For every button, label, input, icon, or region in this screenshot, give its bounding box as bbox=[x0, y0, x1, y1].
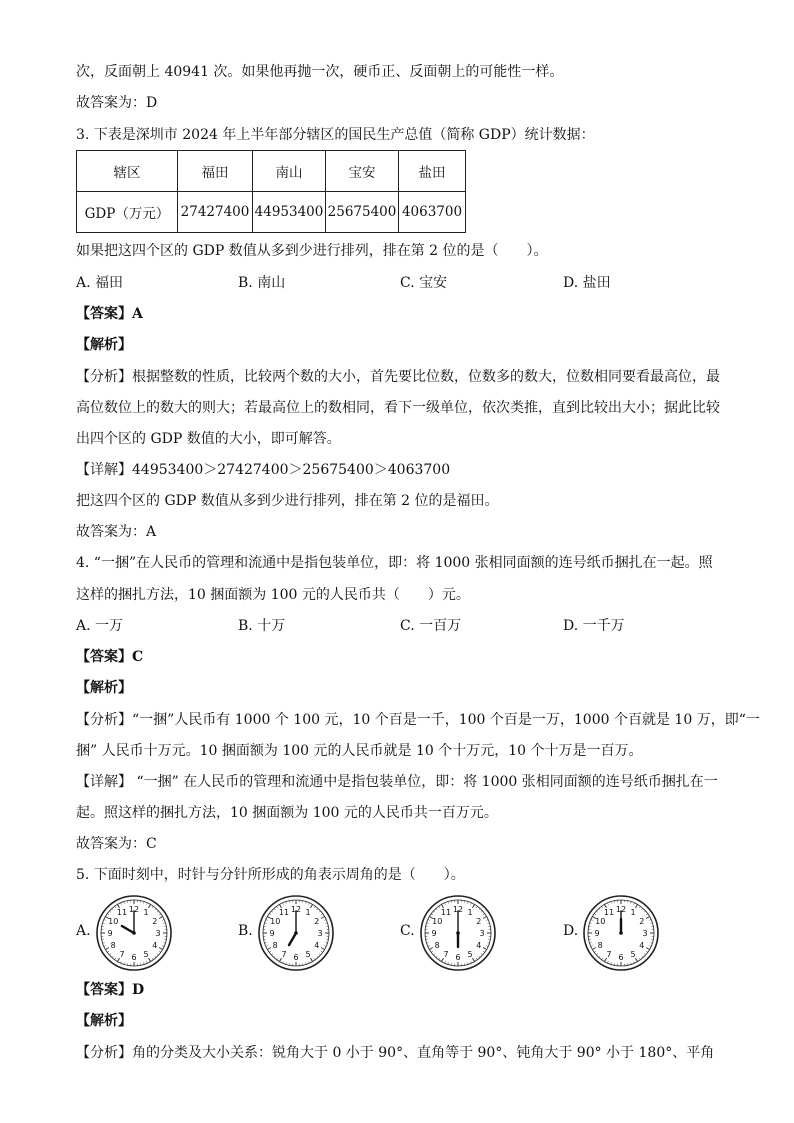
clock-icon bbox=[256, 893, 336, 973]
clock-icon bbox=[94, 893, 174, 973]
clock-numeral: 6 bbox=[455, 953, 461, 962]
clock-numeral: 11 bbox=[603, 908, 615, 918]
answer-conclusion: 故答案为：D bbox=[76, 95, 158, 111]
option-label: B. bbox=[238, 923, 253, 939]
clock-numeral: 8 bbox=[272, 941, 278, 950]
question-4-title: 这样的捆扎方法，10 捆面额为 100 元的人民币共（ ）元。 bbox=[76, 587, 470, 603]
q3-option-b: B. 南山 bbox=[238, 275, 286, 291]
question-3-text: 如果把这四个区的 GDP 数值从多到少进行排列，排在第 2 位的是（ ）。 bbox=[76, 243, 548, 259]
clock-numeral: 12 bbox=[128, 905, 140, 914]
clock-center-pin bbox=[294, 931, 298, 935]
q4-option-a: A. 一万 bbox=[76, 618, 124, 634]
clock-numeral: 6 bbox=[131, 953, 137, 962]
text-line: 次，反面朝上 40941 次。如果他再抛一次，硬币正、反面朝上的可能性一样。 bbox=[76, 64, 564, 80]
q4-final-answer: 故答案为：C bbox=[76, 836, 157, 852]
question-4-title: 4. “一捆”在人民币的管理和流通中是指包装单位，即：将 1000 张相同面额的连号纸币捆扎在一起。照 bbox=[76, 555, 713, 571]
clock-numeral: 8 bbox=[110, 941, 116, 950]
clock-numeral: 6 bbox=[618, 953, 624, 962]
clock-numeral: 1 bbox=[143, 908, 149, 918]
q3-answer: 【答案】A bbox=[76, 306, 143, 322]
table-cell: 25675400 bbox=[326, 192, 399, 233]
table-row bbox=[77, 192, 466, 233]
q3-analysis-line: 出四个区的 GDP 数值的大小，即可解答。 bbox=[76, 431, 341, 447]
clock-center-pin bbox=[456, 931, 460, 935]
question-3-title: 3. 下表是深圳市 2024 年上半年部分辖区的国民生产总值（简称 GDP）统计数据： bbox=[76, 127, 595, 143]
q4-option-d: D. 一千万 bbox=[563, 618, 625, 634]
clock-numeral: 5 bbox=[143, 949, 149, 959]
question-5-title: 5. 下面时刻中，时针与分针所形成的角表示周角的是（ ）。 bbox=[76, 867, 465, 883]
clock-numeral: 10 bbox=[108, 917, 119, 926]
q4-analysis-line: 【分析】“一捆”人民币有 1000 个 100 元，10 个百是一千，100 个百是一万，1000 个百就是 10 万，即“一 bbox=[76, 712, 760, 728]
clock-icon bbox=[581, 893, 661, 973]
clock-numeral: 5 bbox=[630, 949, 636, 959]
q4-option-c: C. 一百万 bbox=[400, 618, 462, 634]
q3-detail-heading: 【详解】44953400＞27427400＞25675400＞4063700 bbox=[76, 462, 451, 478]
clock-numeral: 3 bbox=[479, 929, 485, 938]
clock-numeral: 3 bbox=[642, 929, 648, 938]
clock-numeral: 12 bbox=[615, 905, 627, 914]
q4-option-b: B. 十万 bbox=[238, 618, 286, 634]
clock-numeral: 2 bbox=[476, 917, 482, 926]
clock-numeral: 1 bbox=[467, 908, 473, 918]
clock-numeral: 1 bbox=[305, 908, 311, 918]
q4-detail-line: 【详解】 “一捆” 在人民币的管理和流通中是指包装单位，即：将 1000 张相同面额的连号纸币捆扎在一 bbox=[76, 774, 718, 790]
q3-option-a: A. 福田 bbox=[76, 275, 124, 291]
q4-answer: 【答案】C bbox=[76, 649, 144, 665]
clock-numeral: 9 bbox=[431, 929, 437, 938]
q3-analysis-line: 高位数位上的数大的则大；若最高位上的数相同，看下一级单位，依次类推，直到比较出大小；据此比较 bbox=[76, 400, 720, 416]
gdp-table bbox=[76, 150, 466, 233]
table-cell: 27427400 bbox=[178, 192, 253, 233]
clock-numeral: 6 bbox=[293, 953, 299, 962]
table-cell: 4063700 bbox=[399, 192, 466, 233]
clock-numeral: 1 bbox=[630, 908, 636, 918]
q3-jiexi-heading: 【解析】 bbox=[76, 337, 132, 353]
option-label: A. bbox=[76, 923, 91, 939]
clock-numeral: 7 bbox=[119, 949, 125, 959]
clock-numeral: 3 bbox=[317, 929, 323, 938]
clock-numeral: 4 bbox=[639, 941, 645, 950]
clock-numeral: 9 bbox=[107, 929, 113, 938]
q5-answer: 【答案】D bbox=[76, 982, 145, 998]
q3-option-d: D. 盐田 bbox=[563, 275, 611, 291]
clock-numeral: 10 bbox=[432, 917, 443, 926]
q3-option-c: C. 宝安 bbox=[400, 275, 448, 291]
table-cell: 44953400 bbox=[253, 192, 326, 233]
table-header-cell: 南山 bbox=[253, 151, 326, 192]
clock-numeral: 10 bbox=[595, 917, 606, 926]
clock-numeral: 4 bbox=[476, 941, 482, 950]
clock-numeral: 12 bbox=[452, 905, 464, 914]
clock-numeral: 3 bbox=[155, 929, 161, 938]
clock-numeral: 4 bbox=[314, 941, 320, 950]
clock-numeral: 7 bbox=[606, 949, 612, 959]
clock-numeral: 7 bbox=[443, 949, 449, 959]
q3-detail-text: 把这四个区的 GDP 数值从多到少进行排列，排在第 2 位的是福田。 bbox=[76, 493, 499, 509]
clock-numeral: 5 bbox=[467, 949, 473, 959]
clock-numeral: 4 bbox=[152, 941, 158, 950]
clock-numeral: 2 bbox=[314, 917, 320, 926]
clock-numeral: 8 bbox=[434, 941, 440, 950]
table-header-row bbox=[77, 151, 466, 192]
clock-center-pin bbox=[132, 931, 136, 935]
clock-numeral: 11 bbox=[278, 908, 290, 918]
clock-numeral: 8 bbox=[597, 941, 603, 950]
clock-numeral: 12 bbox=[290, 905, 302, 914]
table-header-cell: 福田 bbox=[178, 151, 253, 192]
option-label: D. bbox=[563, 923, 579, 939]
clock-numeral: 2 bbox=[639, 917, 645, 926]
clock-numeral: 9 bbox=[269, 929, 275, 938]
table-cell: GDP（万元） bbox=[77, 192, 178, 233]
clock-numeral: 10 bbox=[270, 917, 281, 926]
q4-analysis-line: 捆” 人民币十万元。10 捆面额为 100 元的人民币就是 10 个十万元，10 个十万是一百万。 bbox=[76, 743, 643, 759]
table-header-cell: 盐田 bbox=[399, 151, 466, 192]
clock-numeral: 9 bbox=[594, 929, 600, 938]
clock-numeral: 7 bbox=[281, 949, 287, 959]
clock-center-pin bbox=[619, 931, 623, 935]
clock-numeral: 11 bbox=[440, 908, 452, 918]
q3-final-answer: 故答案为：A bbox=[76, 524, 157, 540]
table-header-cell: 辖区 bbox=[77, 151, 178, 192]
q4-detail-line: 起。照这样的捆扎方法，10 捆面额为 100 元的人民币共一百万元。 bbox=[76, 805, 498, 821]
q5-jiexi-heading: 【解析】 bbox=[76, 1013, 132, 1029]
clock-numeral: 5 bbox=[305, 949, 311, 959]
option-label: C. bbox=[400, 923, 415, 939]
clock-icon bbox=[418, 893, 498, 973]
q5-analysis-line: 【分析】角的分类及大小关系：锐角大于 0 小于 90°、直角等于 90°、钝角大于 90° 小于 180°、平角 bbox=[76, 1045, 715, 1061]
clock-numeral: 2 bbox=[152, 917, 158, 926]
q3-analysis-line: 【分析】根据整数的性质，比较两个数的大小，首先要比位数，位数多的数大，位数相同要看最高位，最 bbox=[76, 369, 720, 385]
clock-numeral: 11 bbox=[116, 908, 128, 918]
q4-jiexi-heading: 【解析】 bbox=[76, 680, 132, 696]
table-header-cell: 宝安 bbox=[326, 151, 399, 192]
